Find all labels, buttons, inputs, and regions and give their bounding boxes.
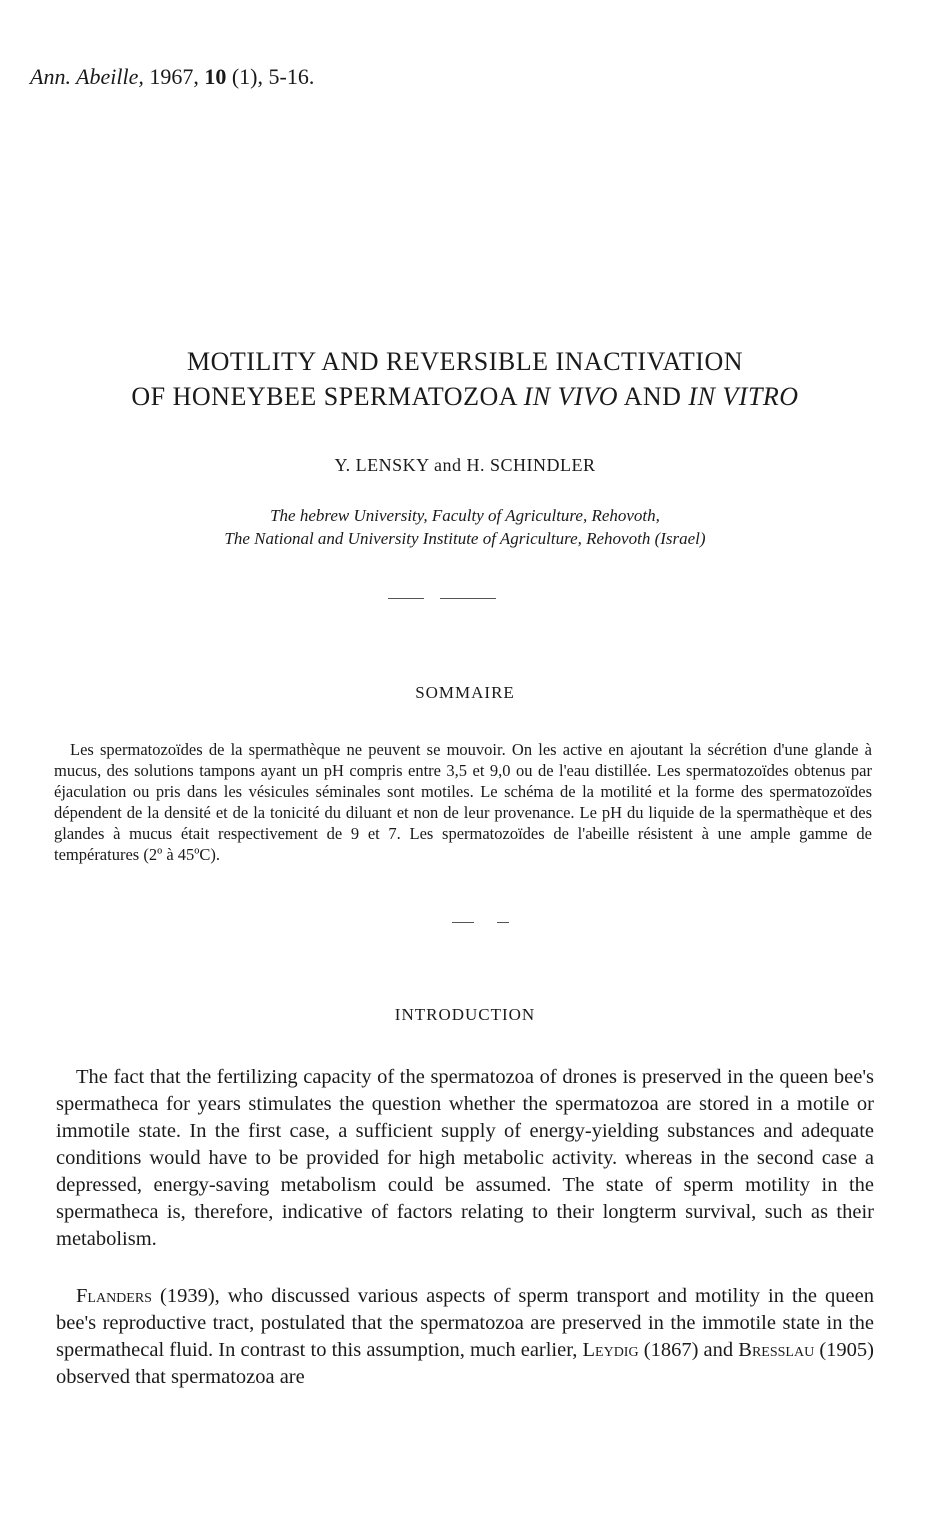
- title-segment: AND: [618, 382, 689, 411]
- paper-title-line-1: MOTILITY AND REVERSIBLE INACTIVATION: [186, 347, 743, 376]
- separator-rule: [452, 922, 474, 923]
- journal-year: 1967,: [149, 64, 199, 89]
- title-segment: OF HONEYBEE SPERMATOZOA: [131, 382, 524, 411]
- title-segment-italic: IN VITRO: [688, 382, 799, 411]
- authors: Y. LENSKY and H. SCHINDLER: [334, 455, 596, 475]
- separator-rule: [388, 598, 424, 599]
- introduction-paragraph-2: [56, 1283, 874, 1391]
- author-citation: Bresslau: [738, 1339, 815, 1361]
- paragraph-text: (1867) and: [638, 1339, 739, 1361]
- paper-title-line-2: [0, 380, 930, 413]
- separator-rule: [440, 598, 496, 599]
- journal-volume: 10: [204, 64, 227, 89]
- author-citation: Flanders: [76, 1285, 152, 1307]
- journal-reference: [30, 64, 314, 90]
- introduction-heading: INTRODUCTION: [394, 1005, 536, 1024]
- separator-rule: [497, 922, 509, 923]
- author-citation: Leydig: [582, 1339, 639, 1361]
- affiliation-1: The hebrew University, Faculty of Agriculture, Rehovoth,: [270, 506, 660, 525]
- affiliation-2: The National and University Institute of Agriculture, Rehovoth (Israel): [224, 529, 706, 548]
- journal-issue-pages: (1), 5-16.: [231, 64, 315, 89]
- title-segment-italic: IN VIVO: [523, 382, 619, 411]
- paragraph-text: (1905) observed that spermatozoa are: [56, 1339, 874, 1388]
- introduction-paragraph-1: The fact that the fertilizing capacity of the spermatozoa of drones is preserved in the queen bee's spermatheca for years stimulates the question whether the spermatozoa are stored in a motile or immotile state. In the first case, a sufficient supply of energy-yielding substances and adequate conditions would have to be provided for high metabolic activity. whereas in the second case a depressed, energy-saving metabolism could be assumed. The state of sperm motility in the spermatheca is, therefore, indicative of factors relating to their longterm survival, such as their metabolism.: [56, 1066, 874, 1250]
- sommaire-heading: SOMMAIRE: [415, 683, 515, 702]
- paragraph-text: (1939), who discussed various aspects of sperm transport and motility in the queen bee's reproductive tract, postulated that the spermatozoa are preserved in the immotile state in the spermathecal fluid. In contrast to this assumption, much earlier,: [56, 1285, 874, 1361]
- sommaire-text: Les spermatozoïdes de la spermathèque ne peuvent se mouvoir. On les active en ajoutant la sécrétion d'une glande à mucus, des solutions tampons ayant un pH compris entre 3,5 et 9,0 ou de l'eau distillée. Les spermatozoïdes obtenus par éjaculation ou pris dans les vésicules séminales sont motiles. Le schéma de la motilité et la forme des spermatozoïdes dépendent de la densité et de la tonicité du diluant et non de leur provenance. Le pH du liquide de la spermathèque et des glandes à mucus était respectivement de 9 et 7. Les spermatozoïdes de l'abeille résistent à une ample gamme de températures (2º à 45ºC).: [54, 740, 872, 864]
- journal-name: Ann. Abeille,: [30, 64, 144, 89]
